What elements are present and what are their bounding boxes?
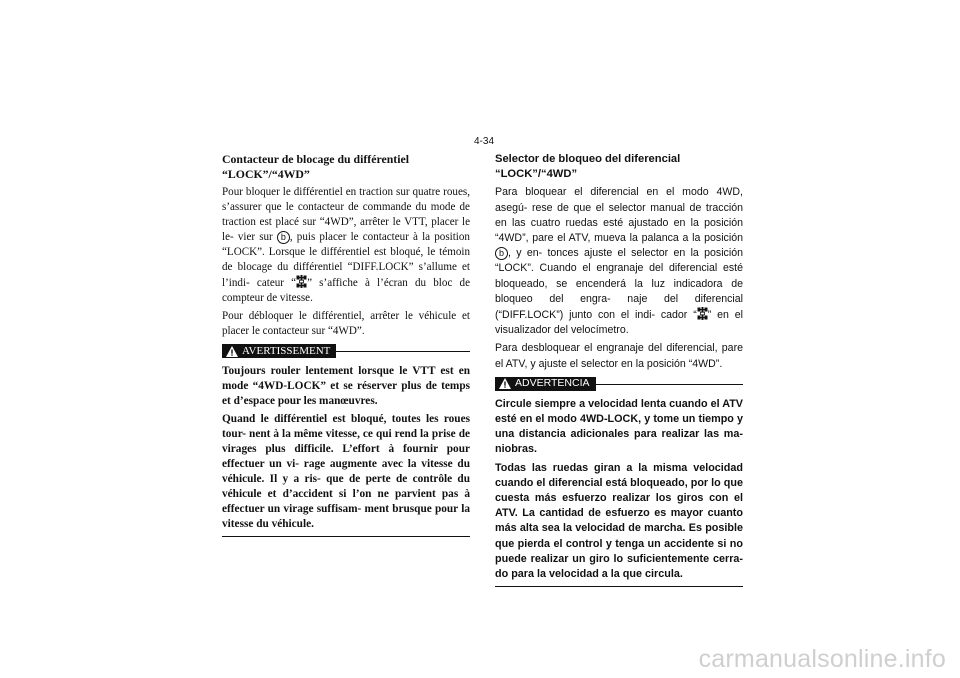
- watermark: carmanualsonline.info: [698, 645, 946, 673]
- warning-triangle-icon: [226, 346, 238, 357]
- warning-body-es: [495, 397, 743, 582]
- warning-triangle-icon: [499, 378, 511, 389]
- warning-badge: [495, 377, 596, 391]
- warning-text-1: Toujours rouler lentement lorsque le VTT est en mode “4WD-LOCK” et se réserver plus de temps et d’espace pour les manœuvres.: [222, 365, 470, 407]
- paragraph-lock-es: [495, 185, 743, 338]
- paragraph-unlock-fr: Pour débloquer le différentiel, arrêter le véhicule et placer le contacteur sur “4WD”.: [222, 310, 470, 337]
- divider: [222, 536, 470, 537]
- section-heading-es: Selector de bloqueo del diferencial “LOCK”/“4WD”: [495, 153, 681, 181]
- divider: [495, 586, 743, 587]
- text: ” en el visualizador del velocímetro.: [495, 309, 743, 337]
- warning-header-es: [495, 377, 743, 393]
- warning-header-fr: [222, 344, 470, 360]
- warning-body-fr: [222, 364, 470, 532]
- text: , puis placer le contacteur à la position “LOCK”. Lorsque le différentiel est bloqué, le témoin de blocage du différentiel “DIFF.LOCK” s’allume et l’indi- cateur “: [222, 231, 470, 289]
- position-b-mark: b: [495, 247, 508, 260]
- diff-lock-indicator-icon: [296, 275, 307, 288]
- warning-label: AVERTISSEMENT: [242, 344, 331, 357]
- spanish-column: [495, 152, 743, 587]
- position-b-mark: b: [277, 231, 290, 244]
- page-number: 4-34: [474, 136, 495, 147]
- warning-badge: [222, 344, 336, 358]
- text: ” s’affiche à l’écran du bloc de compteur de vitesse.: [222, 277, 471, 304]
- warning-label: ADVERTENCIA: [515, 377, 590, 390]
- warning-text-1: Circule siempre a velocidad lenta cuando el ATV esté en el modo 4WD-LOCK, y tome un tiempo y una distancia adicionales para realizar las ma- niobras.: [495, 397, 743, 456]
- section-heading-fr: Contacteur de blocage du différentiel “LOCK”/“4WD”: [222, 152, 409, 181]
- diff-lock-indicator-icon: [697, 307, 708, 320]
- text: , y en- tonces ajuste el selector en la posición “LOCK”. Cuando el engranaje del diferencial esté bloqueado, se encenderá la luz indicadora de bloqueo del engra- naje del diferencial (“DIFF.LOCK”) junto con el indi- cador “: [495, 247, 743, 322]
- warning-text-2: Quand le différentiel est bloqué, toutes les roues tour- nent à la même vitesse, ce qui rend la prise de virages plus difficile. L’effort à fournir pour effectuer un vi- rage augmente avec la vitesse du véhicule. Il y a ris- que de perte de contrôle du véhicule et d’accident si l’on ne parvient pas à effectuer un virage suffisam- ment brusque pour la vitesse du véhicule.: [222, 413, 470, 530]
- french-column: [222, 152, 470, 537]
- warning-text-2: Todas las ruedas giran a la misma velocidad cuando el diferencial está bloqueado, por lo que cuesta más esfuerzo realizar los giros con el ATV. La cantidad de esfuerzo es mayor cuanto más alta sea la velocidad de marcha. Es posible que pierda el control y tenga un accidente si no puede realizar un giro lo suficientemente cerra- do para la velocidad a la que circula.: [495, 461, 743, 581]
- text: Para bloquear el diferencial en el modo 4WD, asegú- rese de que el selector manual de tracción en las cuatro ruedas esté ajustado en la posición “4WD”, pare el ATV, mueva la palanca a la posición: [495, 186, 743, 245]
- paragraph-unlock-es: Para desbloquear el engranaje del diferencial, pare el ATV, y ajuste el selector en la posición “4WD”.: [495, 342, 743, 370]
- text: Pour bloquer le différentiel en traction sur quatre roues, s’assurer que le contacteur de commande du mode de traction est placé sur “4WD”, arrêter le VTT, placer le le- vier sur: [222, 186, 470, 243]
- paragraph-lock-fr: [222, 185, 470, 306]
